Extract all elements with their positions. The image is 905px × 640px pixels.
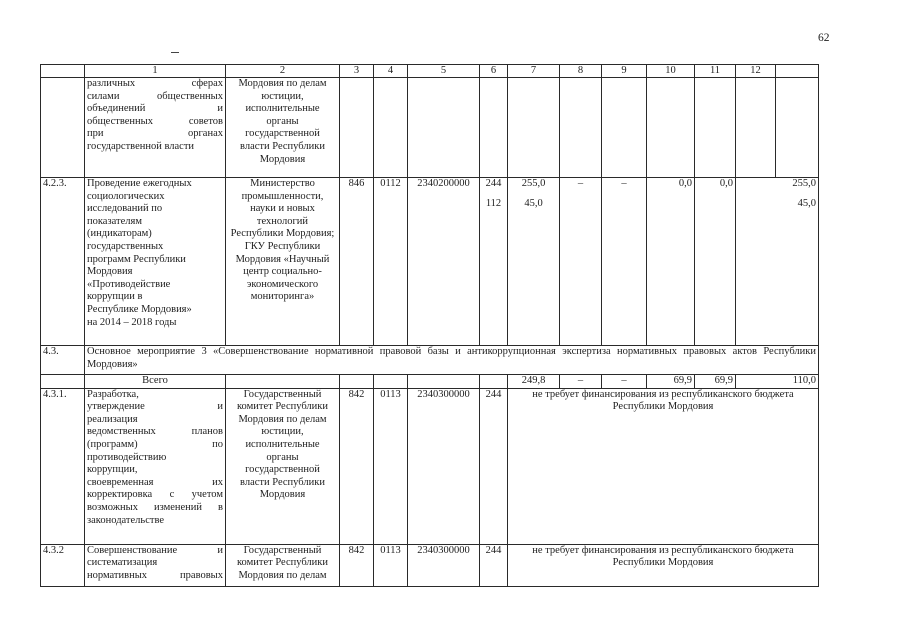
text-line: ГКУ Республики — [244, 240, 321, 252]
cell-empty — [508, 78, 560, 178]
text-line: Мордовия — [87, 266, 133, 278]
text-line: Мордовия «Научный — [235, 253, 330, 265]
text-line: науки и новых — [250, 203, 315, 215]
header-cell: 6 — [480, 65, 508, 78]
cell-executor — [226, 178, 340, 346]
text-line: исполнительные — [245, 103, 320, 115]
text-line: Мордовия по делам — [238, 569, 327, 581]
table-row-4-3-2 — [41, 544, 819, 586]
text-line: Республики Мордовия; — [230, 228, 335, 240]
cell-num — [41, 78, 85, 178]
cell-empty — [480, 78, 508, 178]
cell-gr-code: 846 — [340, 178, 374, 346]
header-cell-num — [41, 65, 85, 78]
program-activities-table — [40, 64, 819, 587]
table-row-4-2-3 — [41, 178, 819, 346]
cell-expense-type — [480, 178, 508, 346]
text-line: реализация — [87, 413, 138, 425]
text-line: ведомственных планов — [87, 426, 223, 438]
text-line: законодательстве — [87, 514, 165, 526]
text-line: органы — [266, 451, 299, 463]
cell-amount-total — [508, 178, 560, 346]
header-row — [41, 65, 819, 78]
table-row-continuation — [41, 78, 819, 178]
text-line: возможных изменений в — [87, 501, 223, 513]
cell-empty — [340, 78, 374, 178]
text-line: юстиции, — [261, 90, 304, 102]
text-line: государственной — [245, 128, 320, 140]
header-cell: 5 — [408, 65, 480, 78]
cell-num: 4.3. — [41, 346, 85, 375]
cell-section-code: 0113 — [374, 544, 408, 586]
text-line: корректировка с учетом — [87, 489, 223, 501]
text-line: Проведение ежегодных — [87, 178, 192, 189]
text-line: 45,0 — [797, 197, 816, 209]
cell-expense-type: 244 — [480, 388, 508, 544]
cell-num: 4.3.1. — [41, 388, 85, 544]
text-line: исследований по — [87, 203, 163, 215]
text-line: власти Республики — [240, 476, 325, 488]
text-line: коррупции в — [87, 291, 143, 303]
text-line: Министерство — [250, 178, 315, 189]
text-line: (индикаторам) — [87, 228, 152, 240]
cell-total-y3: 69,9 — [647, 375, 695, 389]
header-cell: 4 — [374, 65, 408, 78]
text-line: комитет Республики — [236, 401, 329, 413]
header-cell: 8 — [560, 65, 602, 78]
text-line: объединений и — [87, 103, 223, 115]
cell-amount-y2: – — [602, 178, 647, 346]
cell-section-code: 0112 — [374, 178, 408, 346]
text-line: Мордовия — [259, 153, 306, 165]
text-line: органы — [266, 115, 299, 127]
cell-section-code: 0113 — [374, 388, 408, 544]
cell-gr-code: 842 — [340, 388, 374, 544]
text-line: Мордовия по делам — [238, 413, 327, 425]
text-line: силами общественных — [87, 90, 223, 102]
cell-empty — [695, 78, 736, 178]
cell-total-y1: – — [560, 375, 602, 389]
cell-empty — [374, 375, 408, 389]
text-line: Мордовия по делам — [238, 78, 327, 89]
table-row-total — [41, 375, 819, 389]
cell-total-y2: – — [602, 375, 647, 389]
text-line: государственной — [245, 464, 320, 476]
header-cell: 1 — [85, 65, 226, 78]
page-number: 62 — [818, 32, 830, 44]
text-line: комитет Республики — [236, 557, 329, 569]
cell-activity — [85, 78, 226, 178]
header-cell: 11 — [695, 65, 736, 78]
cell-empty — [374, 78, 408, 178]
cell-empty — [41, 375, 85, 389]
text-line: систематизация — [87, 557, 158, 569]
text-line: коррупции, — [87, 464, 138, 476]
text-line: Разработка, — [87, 388, 139, 400]
header-cell: 9 — [602, 65, 647, 78]
header-cell: 10 — [647, 65, 695, 78]
cell-amount-y1: – — [560, 178, 602, 346]
cell-financing-note: не требует финансирования из республиканского бюджета Республики Мордовия — [508, 544, 819, 586]
text-line: экономического — [246, 278, 319, 290]
text-line: нормативных правовых — [87, 569, 223, 581]
text-line: 45,0 — [524, 197, 543, 209]
header-cell: 2 — [226, 65, 340, 78]
cell-empty — [340, 375, 374, 389]
cell-amount-y5 — [736, 178, 819, 346]
cell-total-y4: 69,9 — [695, 375, 736, 389]
text-line: Республике Мордовия» — [87, 303, 192, 315]
text-line: Совершенствование и — [87, 544, 223, 556]
cell-gr-code: 842 — [340, 544, 374, 586]
text-line: государственной власти — [87, 140, 195, 152]
text-line: показателям — [87, 215, 142, 227]
cell-expense-type: 244 — [480, 544, 508, 586]
cell-num: 4.3.2 — [41, 544, 85, 586]
table-row-4-3 — [41, 346, 819, 375]
text-line: центр социально- — [243, 266, 322, 278]
cell-empty — [408, 375, 480, 389]
cell-financing-note: не требует финансирования из республиканского бюджета Республики Мордовия — [508, 388, 819, 544]
cell-empty — [736, 78, 776, 178]
text-line: мониторинга» — [250, 291, 315, 303]
cell-activity — [85, 544, 226, 586]
text-line: 255,0 — [521, 178, 546, 189]
header-cell: 3 — [340, 65, 374, 78]
cell-executor — [226, 388, 340, 544]
header-cell: 7 — [508, 65, 560, 78]
cell-target-code: 2340300000 — [408, 388, 480, 544]
cell-empty — [776, 78, 819, 178]
cell-activity — [85, 178, 226, 346]
text-line: на 2014 – 2018 годы — [87, 316, 177, 328]
text-line: утверждение и — [87, 401, 223, 413]
cell-empty — [480, 375, 508, 389]
cell-target-code: 2340300000 — [408, 544, 480, 586]
cell-executor — [226, 544, 340, 586]
text-line: исполнительные — [245, 438, 320, 450]
cell-total-amount: 249,8 — [508, 375, 560, 389]
cell-empty — [602, 78, 647, 178]
cell-num: 4.2.3. — [41, 178, 85, 346]
cell-main-activity: Основное мероприятие 3 «Совершенствование нормативной правовой базы и антикоррупционная экспертиза нормативных правовых актов Республики Мордовия» — [85, 346, 819, 375]
cell-empty — [226, 375, 340, 389]
text-line: промышленности, — [241, 190, 324, 202]
text-line: социологических — [87, 190, 165, 202]
header-cell-extra — [776, 65, 819, 78]
text-line: «Противодействие — [87, 278, 171, 290]
cell-empty — [560, 78, 602, 178]
text-line: противодействию — [87, 451, 167, 463]
text-line: Государственный — [243, 388, 322, 400]
cell-total-y5: 110,0 — [736, 375, 819, 389]
cell-total-label: Всего — [85, 375, 226, 389]
text-line: Мордовия — [259, 489, 306, 501]
cell-empty — [647, 78, 695, 178]
header-cell: 12 — [736, 65, 776, 78]
text-line: общественных советов — [87, 115, 223, 127]
cell-activity — [85, 388, 226, 544]
table-row-4-3-1 — [41, 388, 819, 544]
text-line: различных сферах — [87, 78, 223, 89]
text-line: при органах — [87, 128, 223, 140]
text-line: Государственный — [243, 544, 322, 556]
cell-amount-y3: 0,0 — [647, 178, 695, 346]
text-line: технологий — [256, 215, 309, 227]
cell-target-code: 2340200000 — [408, 178, 480, 346]
text-line: 244 — [485, 178, 502, 189]
text-line: юстиции, — [261, 426, 304, 438]
text-line: 255,0 — [792, 178, 816, 189]
text-line: (программ) по — [87, 438, 223, 450]
text-line: своевременная их — [87, 476, 223, 488]
text-line: власти Республики — [240, 140, 325, 152]
cell-executor — [226, 78, 340, 178]
cell-empty — [408, 78, 480, 178]
text-line: государственных — [87, 240, 164, 252]
cell-amount-y4: 0,0 — [695, 178, 736, 346]
scan-mark — [171, 52, 179, 53]
text-line: 112 — [485, 197, 502, 209]
text-line: программ Республики — [87, 253, 186, 265]
